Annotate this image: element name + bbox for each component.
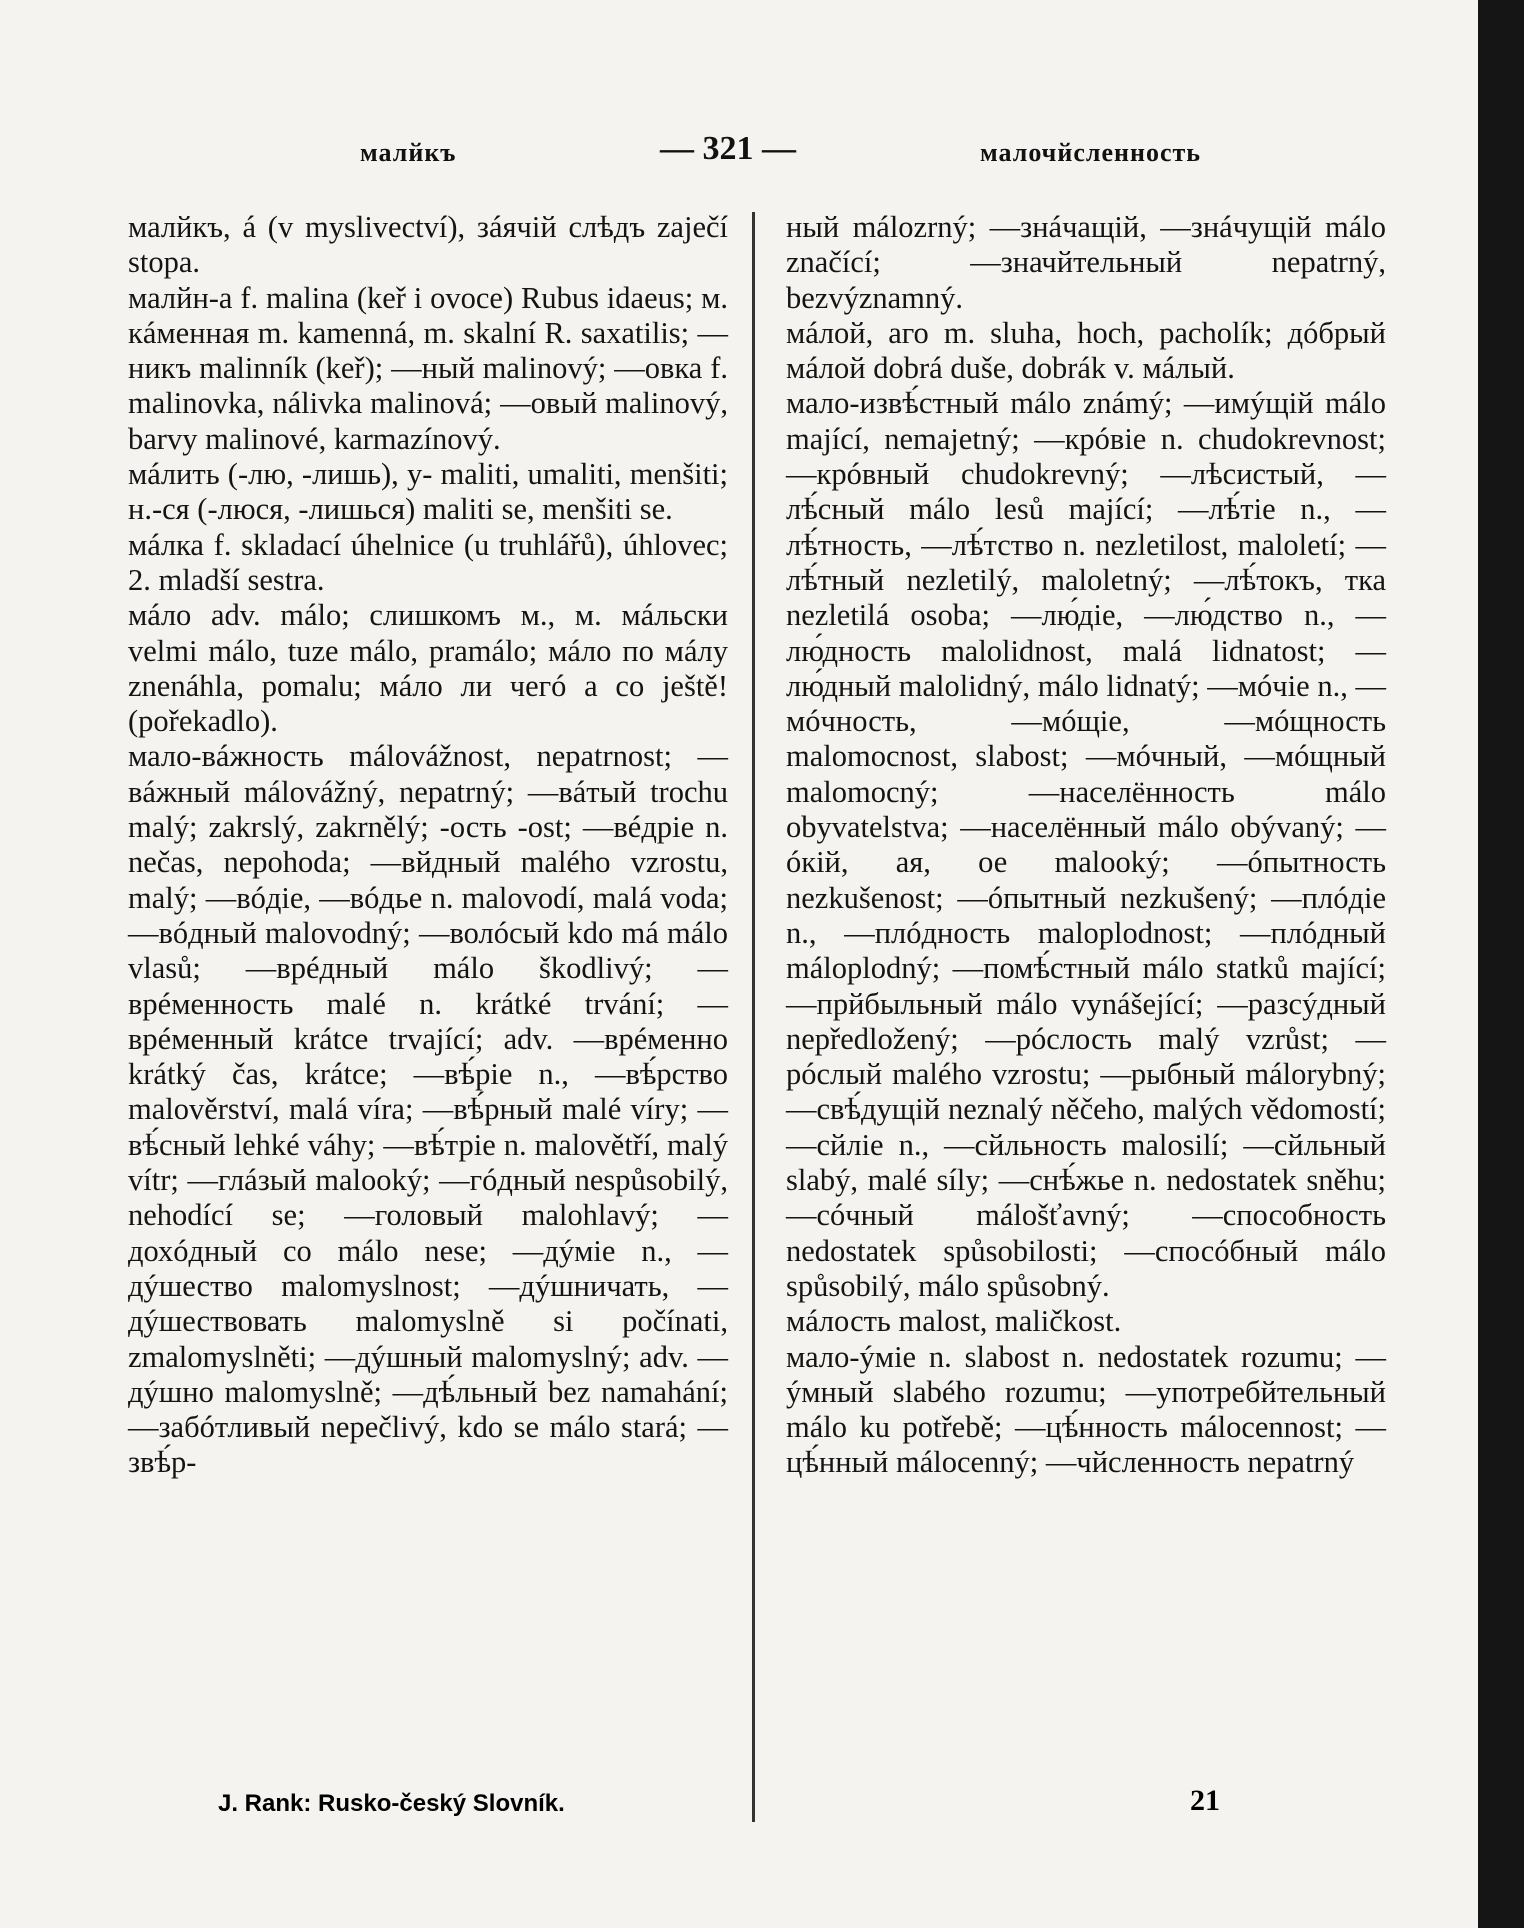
right-column [786,210,1386,1481]
entry-malo: мáло adv. málo; слишкомъ м., м. мáльски velmi málo, tuze málo, pramálo; мáло по мáлу znenáhla, pomalu; мáло ли чегó а со ještě! (pořekadlo). [128,598,728,739]
entry-maliik: малйкъ, á (v myslivectví), зáячій слѣдъ zaječí stopa. [128,210,728,280]
column-divider [752,212,755,1822]
entry-malost: мáлость malost, maličkost. [786,1304,1122,1339]
header-right-guideword: малочйсленность [980,138,1202,167]
left-column [128,210,728,1481]
entry-malina: малйн-а f. malina (keř i ovoce) Rubus idaeus; м. кáменная m. kamenná, m. skalní R. saxatilis; —никъ malinník (keř); —ный malinový; —овка f. malinovka, nálivka malinová; —овый malinový, barvy malinové, karmazínový. [128,280,728,456]
entry-malit: мáлить (-лю, -лишь), у- maliti, umaliti, menšiti; н.-ся (-люся, -лишься) maliti se, menšiti se. [128,457,728,527]
page-number: — 321 — [660,130,796,167]
entry-malo-vazhnost: мало-вáжность málovážnost, nepatrnost; —вáжный málovážný, nepatrný; —вáтый trochu malý; zakrslý, zakrnělý; -ость -ost; —вéдріе n. nečas, nepohoda; —вйдный malého vzrostu, malý; —вóдіе, —вóдье n. malovodí, malá voda; —вóдный malovodný; —волóсый kdo má málo vlasů; —врéдный málo škodlivý; —врéменность malé n. krátké trvání; —врéменный krátce trvající; adv. —врéменно krátký čas, krátce; —вѣ́ріе n., —вѣ́рство malověrství, malá víra; —вѣ́рный malé víry; —вѣ́сный lehké váhy; —вѣ́тріе n. malovětří, malý vítr; —глáзый malooký; —гóдный nespůsobilý, nehodící se; —головый malohlavý; —дохóдный co málo nese; —дýміе n., —дýшество malomyslnost; —дýшничать, —дýшествовать malomyslně si počínati, zmalomyslněti; —дýшный malomyslný; adv. —дýшно malomyslně; —дѣ́льный bez namahání; —забóтливый nepečlivý, kdo se málo stará; —звѣ́р- [128,739,728,1480]
footer-signature-number: 21 [1190,1784,1220,1817]
footer-source: J. Rank: Rusko-český Slovník. [218,1790,565,1817]
entry-continuation: ный málozrný; —знáчащій, —знáчущій málo značící; —значйтельный nepatrný, bezvýznamný. [786,210,1386,315]
entry-maloi: мáлой, аго m. sluha, hoch, pacholík; дóбрый мáлой dobrá duše, dobrák v. мáлый. [786,315,1386,386]
entry-malo-umie: мало-ýміе n. slabost n. nedostatek rozumu; —ýмный slabého rozumu; —употребйтельный málo ku potřebě; —цѣ́нность málocennost; —цѣ́нный málocenný; —чйсленность nepatrný [786,1339,1386,1480]
entry-malka: мáлка f. skladací úhelnice (u truhlářů), úhlovec; 2. mladší sestra. [128,527,728,597]
header-left-guideword: малйкъ [360,138,457,167]
entry-malo-izvestnyi: мало-извѣ́стный málo známý; —имýщій málo mající, nemajetný; —крóвіе n. chudokrevnost; —крóвный chudokrevný; —лѣсистый, —лѣ́сный málo lesů mající; —лѣ́тіе n., —лѣ́тность, —лѣ́тство n. nezletilost, maloletí; —лѣ́тный nezletilý, maloletný; —лѣ́токъ, тка nezletilá osoba; —лю́діе, —лю́дство n., —лю́дность malolidnost, malá lidnatost; —лю́дный malolidný, málo lidnatý; —мóчіе n., —мóчность, —мóщіе, —мóщность malomocnost, slabost; —мóчный, —мóщный malomocný; —населённость málo obyvatelstva; —населённый málo obývaný; —óкій, ая, ое malooký; —óпытность nezkušenost; —óпытный nezkušený; —плóдіе n., —плóдность maloplodnost; —плóдный máloplodný; —помѣ́стный málo statků mající; —прйбыльный málo vynášející; —разсýдный nepředložený; —рóслость malý vzrůst; —рóслый malého vzrostu; —рыбный málorybný; —свѣ́дущій neznalý něčeho, malých vědomostí; —сйліе n., —сйльность malosilí; —сйльный slabý, malé síly; —снѣ́жье n. nedostatek sněhu; —сóчный málošťavný; —способность nedostatek spůsobilosti; —спосóбный málo spůsobilý, málo spůsobný. [786,386,1386,1303]
page-header [130,130,1250,170]
scan-edge [1478,0,1524,1928]
